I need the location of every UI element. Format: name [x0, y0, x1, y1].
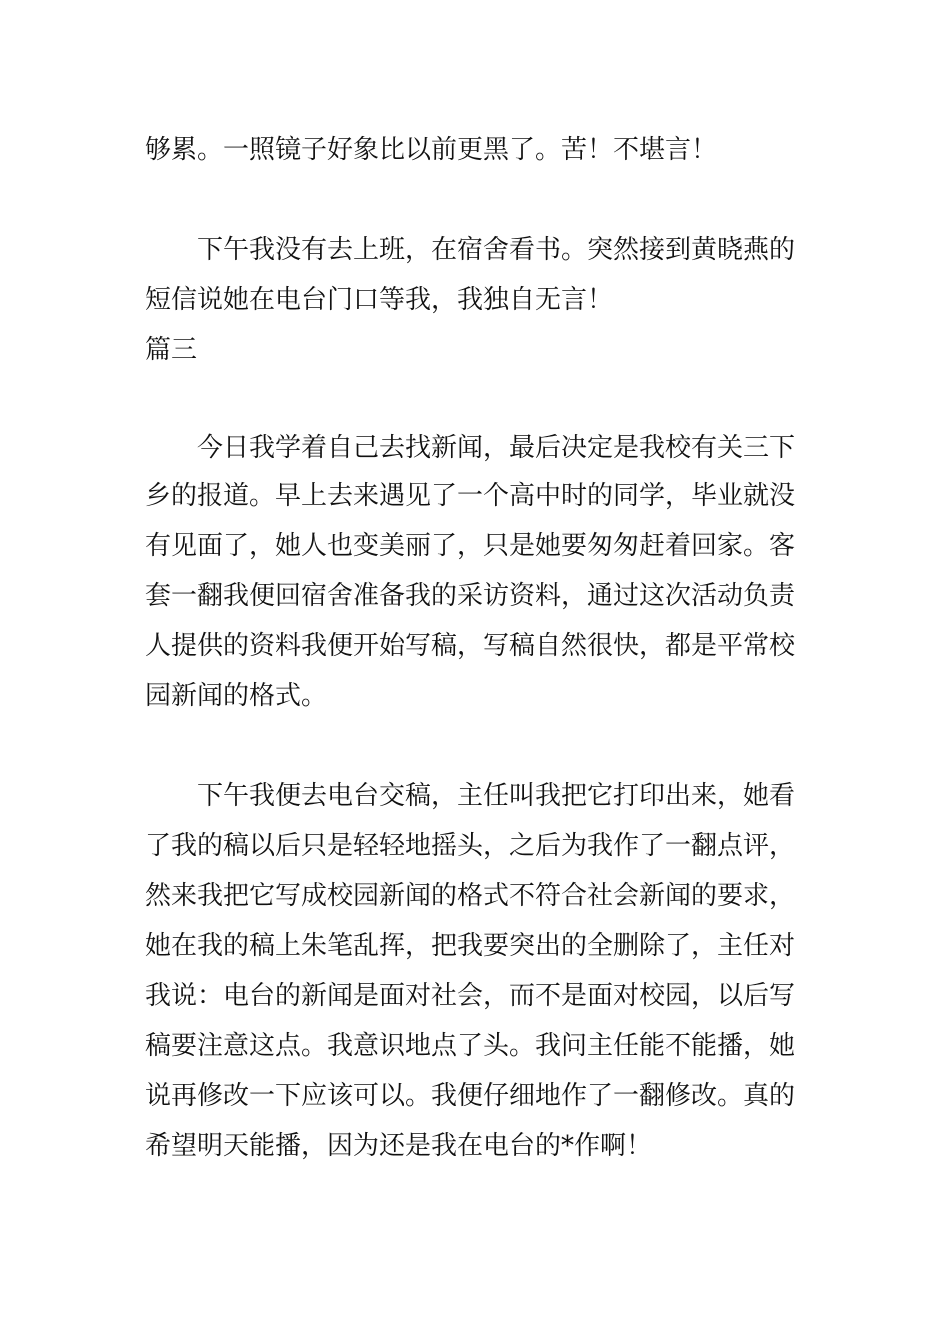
section-heading: 篇三	[145, 335, 198, 365]
text-line: 乡的报道。早上去来遇见了一个高中时的同学，毕业就没	[145, 481, 796, 511]
text-line: 希望明天能播，因为还是我在电台的*作啊！	[145, 1131, 653, 1161]
text-line: 有见面了，她人也变美丽了，只是她要匆匆赶着回家。客	[145, 531, 796, 561]
text-line: 够累。一照镜子好象比以前更黑了。苦！不堪言！	[145, 135, 718, 165]
text-line: 短信说她在电台门口等我，我独自无言！	[145, 285, 614, 315]
text-line: 她在我的稿上朱笔乱挥，把我要突出的全删除了，主任对	[145, 931, 796, 961]
text-line: 然来我把它写成校园新闻的格式不符合社会新闻的要求，	[145, 881, 796, 911]
paragraph-first-line: 今日我学着自己去找新闻，最后决定是我校有关三下	[197, 433, 796, 463]
paragraph-first-line: 下午我没有去上班，在宿舍看书。突然接到黄晓燕的	[197, 235, 796, 265]
text-line: 我说：电台的新闻是面对社会，而不是面对校园，以后写	[145, 981, 796, 1011]
paragraph-first-line: 下午我便去电台交稿，主任叫我把它打印出来，她看	[197, 781, 796, 811]
text-line: 套一翻我便回宿舍准备我的采访资料，通过这次活动负责	[145, 581, 796, 611]
text-line: 园新闻的格式。	[145, 681, 328, 711]
text-line: 稿要注意这点。我意识地点了头。我问主任能不能播，她	[145, 1031, 796, 1061]
text-line: 了我的稿以后只是轻轻地摇头，之后为我作了一翻点评，	[145, 831, 796, 861]
text-line: 说再修改一下应该可以。我便仔细地作了一翻修改。真的	[145, 1081, 796, 1111]
text-line: 人提供的资料我便开始写稿，写稿自然很快，都是平常校	[145, 631, 796, 661]
